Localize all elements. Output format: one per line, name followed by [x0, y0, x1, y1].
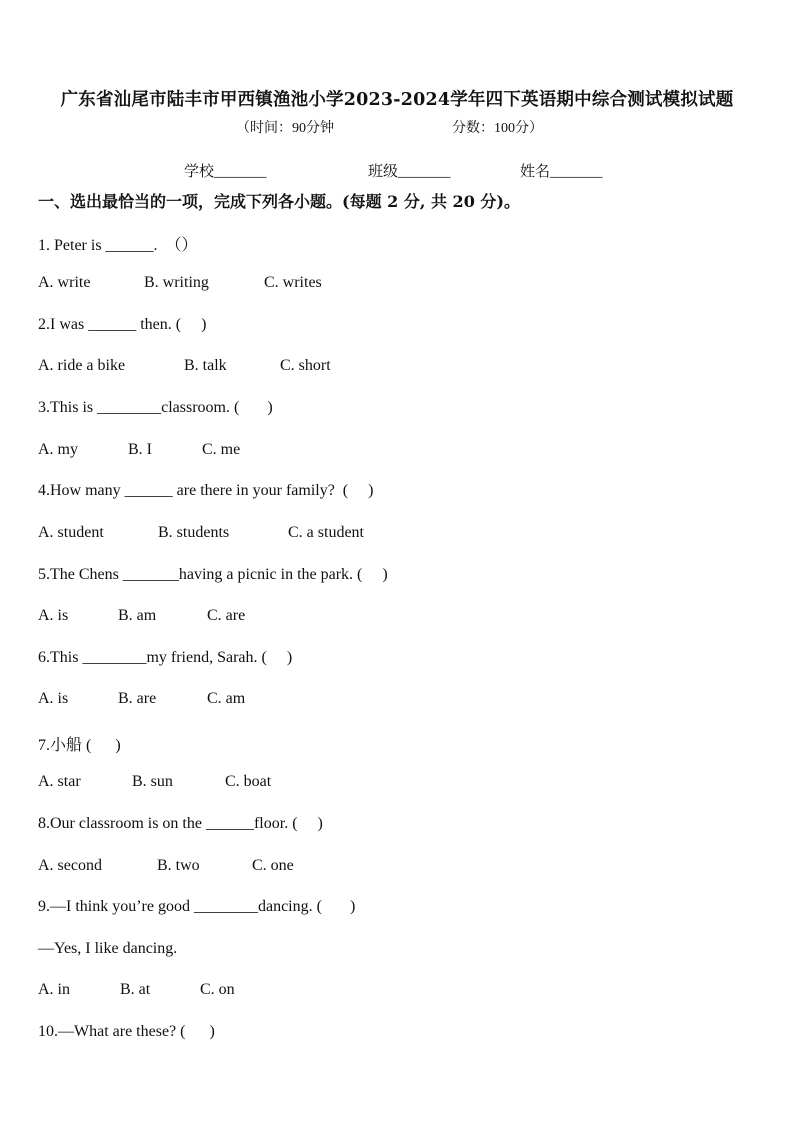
question-1-option-a[interactable]: A. write: [38, 274, 91, 291]
question-3-option-a[interactable]: A. my: [38, 441, 78, 458]
question-6-option-b[interactable]: B. are: [118, 690, 157, 707]
question-1-option-b[interactable]: B. writing: [144, 274, 209, 291]
question-6-stem: 6.This ________my friend, Sarah. ( ): [38, 649, 293, 666]
question-8-option-b[interactable]: B. two: [157, 857, 200, 874]
section-heading: 一、选出最恰当的一项，完成下列各小题。(每题 2 分, 共 20 分)。: [38, 192, 520, 211]
question-5-option-a[interactable]: A. is: [38, 607, 69, 624]
question-5-option-c[interactable]: C. are: [207, 607, 246, 624]
question-7-option-a[interactable]: A. star: [38, 773, 81, 790]
question-2-option-b[interactable]: B. talk: [184, 357, 227, 374]
question-7-option-b[interactable]: B. sun: [132, 773, 173, 790]
question-3-stem: 3.This is ________classroom. ( ): [38, 399, 273, 416]
question-7-stem: 7.小船 ( ): [38, 737, 121, 754]
question-8-stem: 8.Our classroom is on the ______floor. ( ): [38, 815, 323, 832]
question-5-option-b[interactable]: B. am: [118, 607, 157, 624]
question-1-option-c[interactable]: C. writes: [264, 274, 322, 291]
question-3-option-b[interactable]: B. I: [128, 441, 152, 458]
question-9-dialogue: —Yes, I like dancing.: [38, 940, 178, 957]
question-2-option-a[interactable]: A. ride a bike: [38, 357, 126, 374]
question-4-option-c[interactable]: C. a student: [288, 524, 364, 541]
question-3-option-c[interactable]: C. me: [202, 441, 241, 458]
question-1-stem: 1. Peter is ______. （）: [38, 237, 198, 254]
name-field[interactable]: 姓名_______: [520, 164, 603, 180]
question-6-option-c[interactable]: C. am: [207, 690, 246, 707]
question-6-option-a[interactable]: A. is: [38, 690, 69, 707]
question-9-stem: 9.—I think you’re good ________dancing. ( ): [38, 898, 356, 915]
question-9-option-a[interactable]: A. in: [38, 981, 70, 998]
question-4-option-b[interactable]: B. students: [158, 524, 230, 541]
exam-score: 分数：100分）: [452, 121, 543, 136]
question-8-option-a[interactable]: A. second: [38, 857, 102, 874]
question-9-option-b[interactable]: B. at: [120, 981, 151, 998]
question-9-option-c[interactable]: C. on: [200, 981, 235, 998]
page-title: 广东省汕尾市陆丰市甲西镇渔池小学2023-2024学年四下英语期中综合测试模拟试题: [60, 90, 734, 110]
question-10-stem: 10.—What are these? ( ): [38, 1023, 215, 1040]
question-4-stem: 4.How many ______ are there in your family? ( ): [38, 482, 374, 499]
question-8-option-c[interactable]: C. one: [252, 857, 294, 874]
class-field[interactable]: 班级_______: [368, 164, 451, 180]
exam-time: （时间：90分钟: [236, 121, 334, 136]
question-2-option-c[interactable]: C. short: [280, 357, 331, 374]
question-5-stem: 5.The Chens _______having a picnic in the park. ( ): [38, 566, 388, 583]
question-7-option-c[interactable]: C. boat: [225, 773, 272, 790]
school-field[interactable]: 学校_______: [184, 164, 267, 180]
question-2-stem: 2.I was ______ then. ( ): [38, 316, 207, 333]
question-4-option-a[interactable]: A. student: [38, 524, 104, 541]
